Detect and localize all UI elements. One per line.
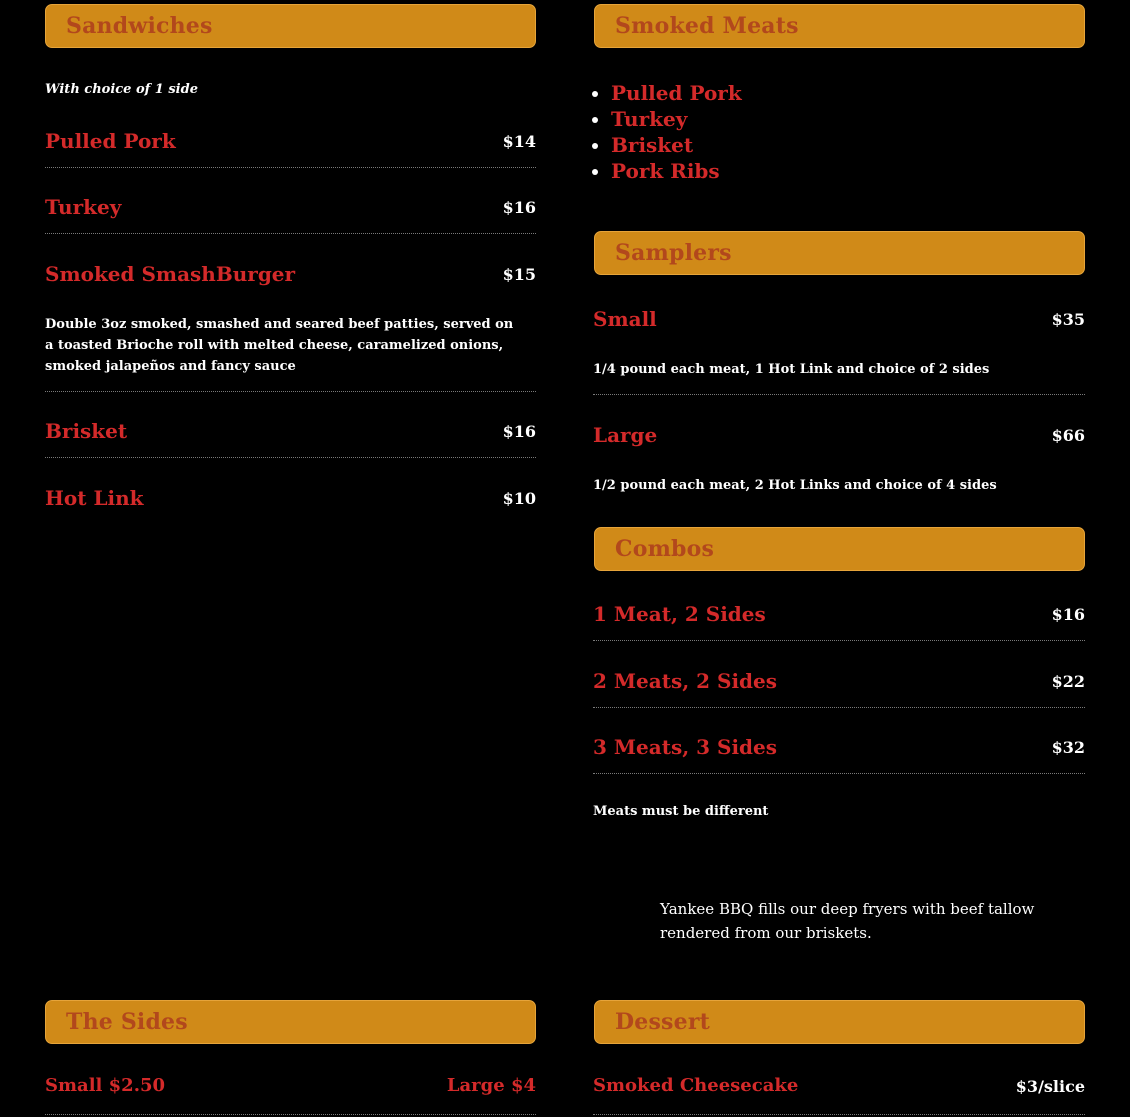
combos-title: Combos bbox=[615, 536, 715, 562]
samplers-header bbox=[594, 231, 1085, 275]
divider bbox=[45, 167, 536, 168]
item-price: $16 bbox=[502, 198, 536, 217]
divider bbox=[593, 773, 1085, 774]
list-item: • Pork Ribs bbox=[611, 158, 742, 184]
item-price: $15 bbox=[502, 265, 536, 284]
sides-header bbox=[45, 1000, 536, 1044]
sides-section bbox=[45, 1000, 536, 1117]
item-name: 2 Meats, 2 Sides bbox=[593, 669, 778, 693]
divider bbox=[593, 707, 1085, 708]
item-price: $16 bbox=[502, 422, 536, 441]
dessert-title: Dessert bbox=[615, 1009, 710, 1035]
right-column bbox=[593, 0, 1085, 830]
tallow-note: Yankee BBQ fills our deep fryers with beef tallow rendered from our briskets. bbox=[660, 900, 1035, 942]
sandwiches-note: With choice of 1 side bbox=[45, 82, 198, 97]
item-price: $16 bbox=[1051, 605, 1085, 624]
smoked-meats-title: Smoked Meats bbox=[615, 13, 799, 39]
smoked-meats-list bbox=[593, 80, 742, 184]
item-name: Brisket bbox=[45, 419, 128, 443]
list-item: • Pulled Pork bbox=[611, 80, 742, 106]
item-name: Smoked SmashBurger bbox=[45, 262, 296, 286]
item-name: 1 Meat, 2 Sides bbox=[593, 602, 766, 626]
divider bbox=[45, 233, 536, 234]
smoked-meats-header bbox=[594, 4, 1085, 48]
combos-note: Meats must be different bbox=[593, 804, 769, 819]
item-price: $22 bbox=[1051, 672, 1085, 691]
item-name: Turkey bbox=[45, 195, 122, 219]
sides-title: The Sides bbox=[66, 1009, 188, 1035]
sides-small-price: Small $2.50 bbox=[45, 1075, 166, 1096]
item-price: $66 bbox=[1051, 426, 1085, 445]
divider bbox=[593, 394, 1085, 395]
sides-large-price: Large $4 bbox=[446, 1075, 536, 1096]
item-description: 1/4 pound each meat, 1 Hot Link and choice of 2 sides bbox=[593, 362, 990, 377]
divider bbox=[593, 640, 1085, 641]
item-name: Hot Link bbox=[45, 486, 144, 510]
divider bbox=[593, 1114, 1085, 1115]
item-name: Small bbox=[593, 307, 657, 331]
item-price: $10 bbox=[502, 489, 536, 508]
sandwiches-title: Sandwiches bbox=[66, 13, 213, 39]
item-price: $35 bbox=[1051, 310, 1085, 329]
item-name: Smoked Cheesecake bbox=[593, 1075, 799, 1096]
divider bbox=[45, 391, 536, 392]
dessert-header bbox=[594, 1000, 1085, 1044]
item-name: Large bbox=[593, 423, 658, 447]
item-name: 3 Meats, 3 Sides bbox=[593, 735, 778, 759]
item-price: $14 bbox=[502, 132, 536, 151]
item-description: 1/2 pound each meat, 2 Hot Links and choice of 4 sides bbox=[593, 478, 997, 493]
item-price: $3/slice bbox=[1015, 1077, 1085, 1096]
divider bbox=[45, 1114, 536, 1115]
combos-header bbox=[594, 527, 1085, 571]
item-description: Double 3oz smoked, smashed and seared beef patties, served on a toasted Brioche roll with melted cheese, caramelized onions, smoked jalapeños and fancy sauce bbox=[45, 317, 514, 374]
dessert-section bbox=[593, 1000, 1085, 1117]
item-price: $32 bbox=[1051, 738, 1085, 757]
sandwiches-header bbox=[45, 4, 536, 48]
divider bbox=[45, 457, 536, 458]
sandwiches-section bbox=[45, 0, 536, 540]
list-item: • Brisket bbox=[611, 132, 742, 158]
samplers-title: Samplers bbox=[615, 240, 732, 266]
list-item: • Turkey bbox=[611, 106, 742, 132]
item-name: Pulled Pork bbox=[45, 129, 176, 153]
